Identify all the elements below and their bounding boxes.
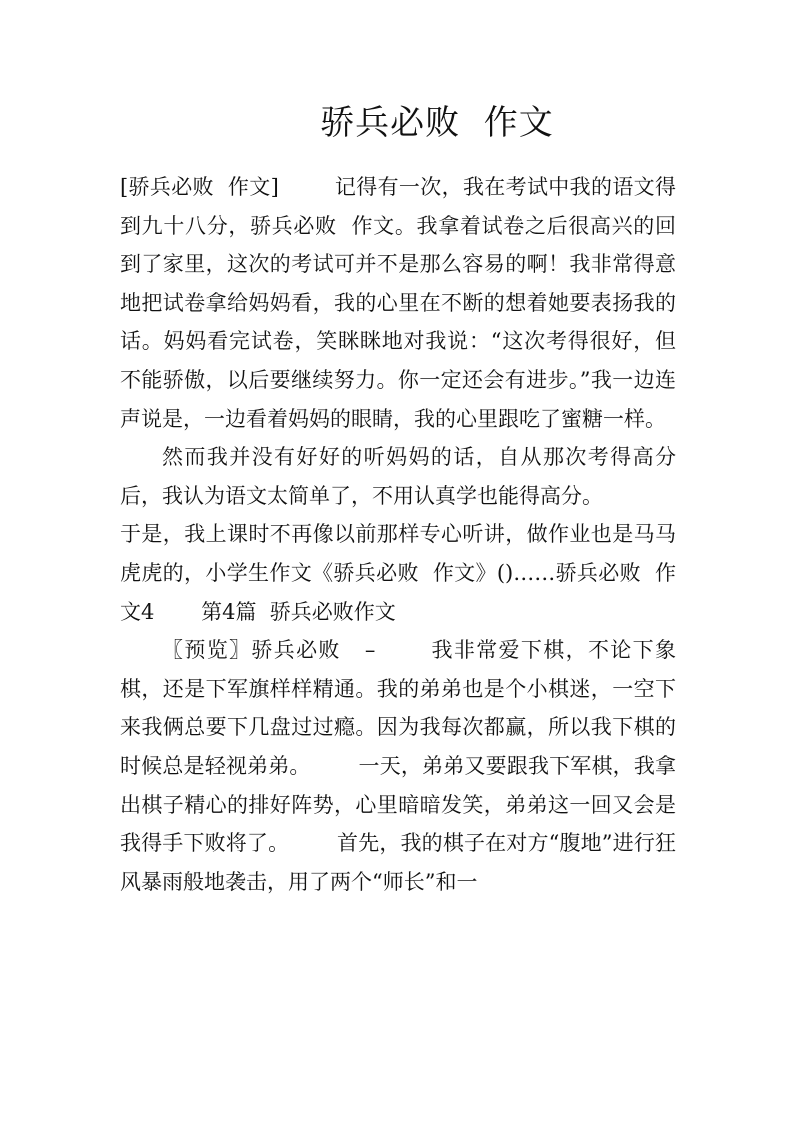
document-body [120, 168, 676, 901]
document-title: 骄兵必败 作文 [320, 103, 554, 143]
paragraph-3: 于是，我上课时不再像以前那样专心听讲，做作业也是马马虎虎的，小学生作文《骄兵必败 作文》()……骄兵必败 作文4 第4篇 骄兵必败作文 [120, 522, 676, 624]
paragraph-1: [骄兵必败 作文] 记得有一次，我在考试中我的语文得到九十八分，骄兵必败 作文。我拿着试卷之后很高兴的回到了家里，这次的考试可并不是那么容易的啊！我非常得意地把试卷拿给妈妈看，我的心里在不断的想着她要表扬我的话。妈妈看完试卷，笑眯眯地对我说：“这次考得很好，但不能骄傲，以后要继续努力。你一定还会有进步。”我一边连声说是，一边看着妈妈的眼睛，我的心里跟吃了蜜糖一样。 [120, 175, 676, 431]
paragraph-4: 〖预览〗骄兵必败 – 我非常爱下棋，不论下象棋，还是下军旗样样精通。我的弟弟也是个小棋迷，一空下来我俩总要下几盘过过瘾。因为我每次都赢，所以我下棋的时候总是轻视弟弟。 一天，弟弟又要跟我下军棋，我拿出棋子精心的排好阵势，心里暗暗发笑，弟弟这一回又会是我得手下败将了。 首先，我的棋子在对方“腹地”进行狂风暴雨般地袭击，用了两个“师长”和一 [120, 638, 676, 894]
paragraph-2: 然而我并没有好好的听妈妈的话，自从那次考得高分后，我认为语文太简单了，不用认真学也能得高分。 [120, 445, 676, 508]
